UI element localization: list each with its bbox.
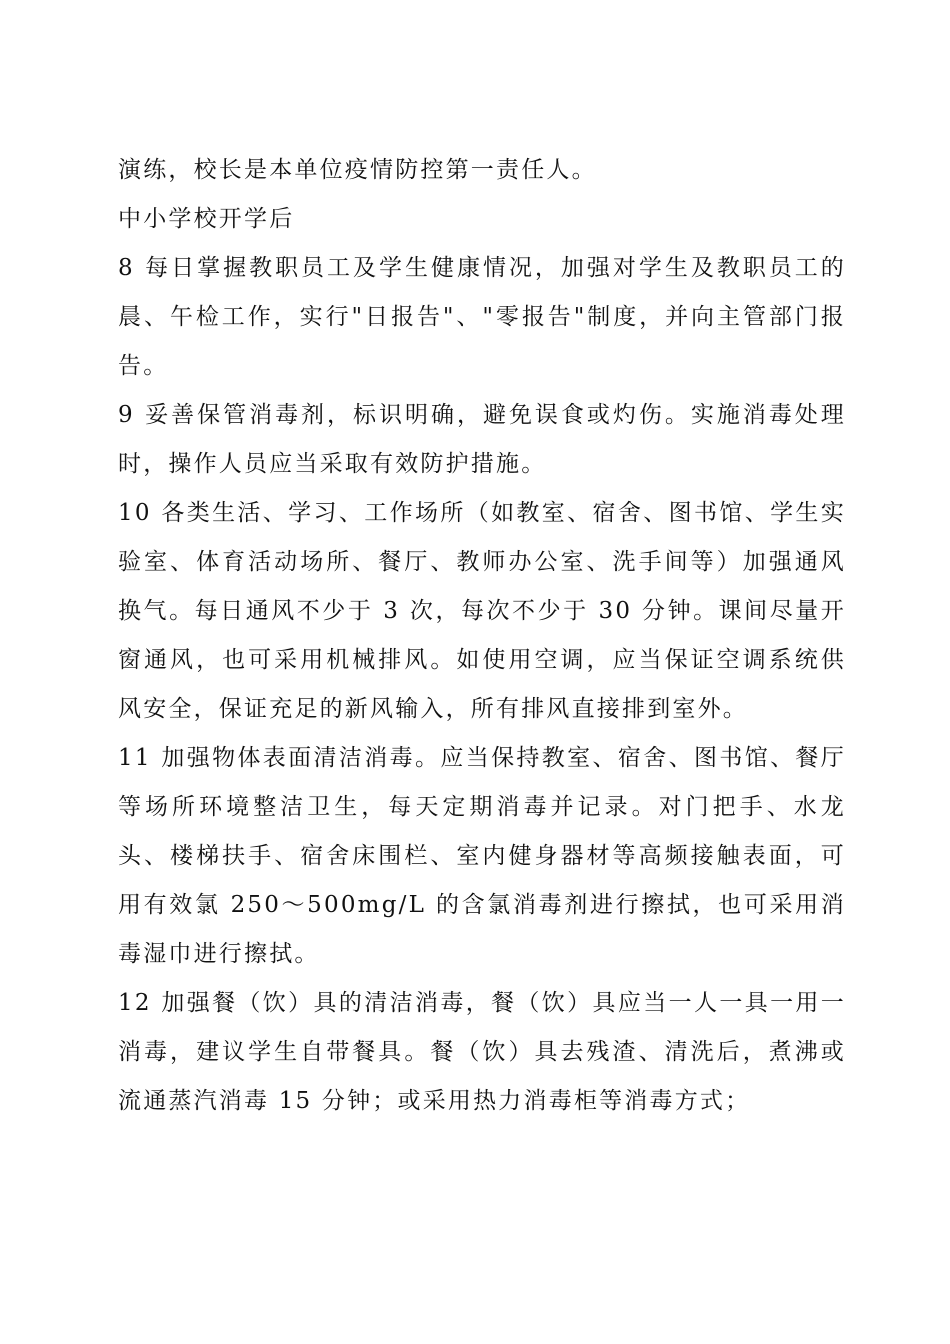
paragraph-after-school-opening-heading: 中小学校开学后: [118, 206, 295, 232]
paragraph-item-8: 8 每日掌握教职员工及学生健康情况，加强对学生及教职员工的晨、午检工作，实行"日报告"、"零报告"制度，并向主管部门报告。: [118, 255, 846, 379]
paragraph-item-9: 9 妥善保管消毒剂，标识明确，避免误食或灼伤。实施消毒处理时，操作人员应当采取有效防护措施。: [118, 402, 846, 477]
paragraph-item-12: 12 加强餐（饮）具的清洁消毒，餐（饮）具应当一人一具一用一消毒，建议学生自带餐具。餐（饮）具去残渣、清洗后，煮沸或流通蒸汽消毒 15 分钟；或采用热力消毒柜等消毒方式；: [118, 990, 846, 1114]
paragraph-item-11: 11 加强物体表面清洁消毒。应当保持教室、宿舍、图书馆、餐厅等场所环境整洁卫生，每天定期消毒并记录。对门把手、水龙头、楼梯扶手、宿舍床围栏、室内健身器材等高频接触表面，可用有效氯 250～500mg/L 的含氯消毒剂进行擦拭，也可采用消毒湿巾进行擦拭。: [118, 745, 846, 967]
document-body: [118, 146, 846, 1126]
paragraph-drill-responsibility: 演练，校长是本单位疫情防控第一责任人。: [118, 157, 597, 183]
paragraph-item-10: 10 各类生活、学习、工作场所（如教室、宿舍、图书馆、学生实验室、体育活动场所、餐厅、教师办公室、洗手间等）加强通风换气。每日通风不少于 3 次，每次不少于 30 分钟。课间尽量开窗通风，也可采用机械排风。如使用空调，应当保证空调系统供风安全，保证充足的新风输入，所有排风直接排到室外。: [118, 500, 846, 722]
